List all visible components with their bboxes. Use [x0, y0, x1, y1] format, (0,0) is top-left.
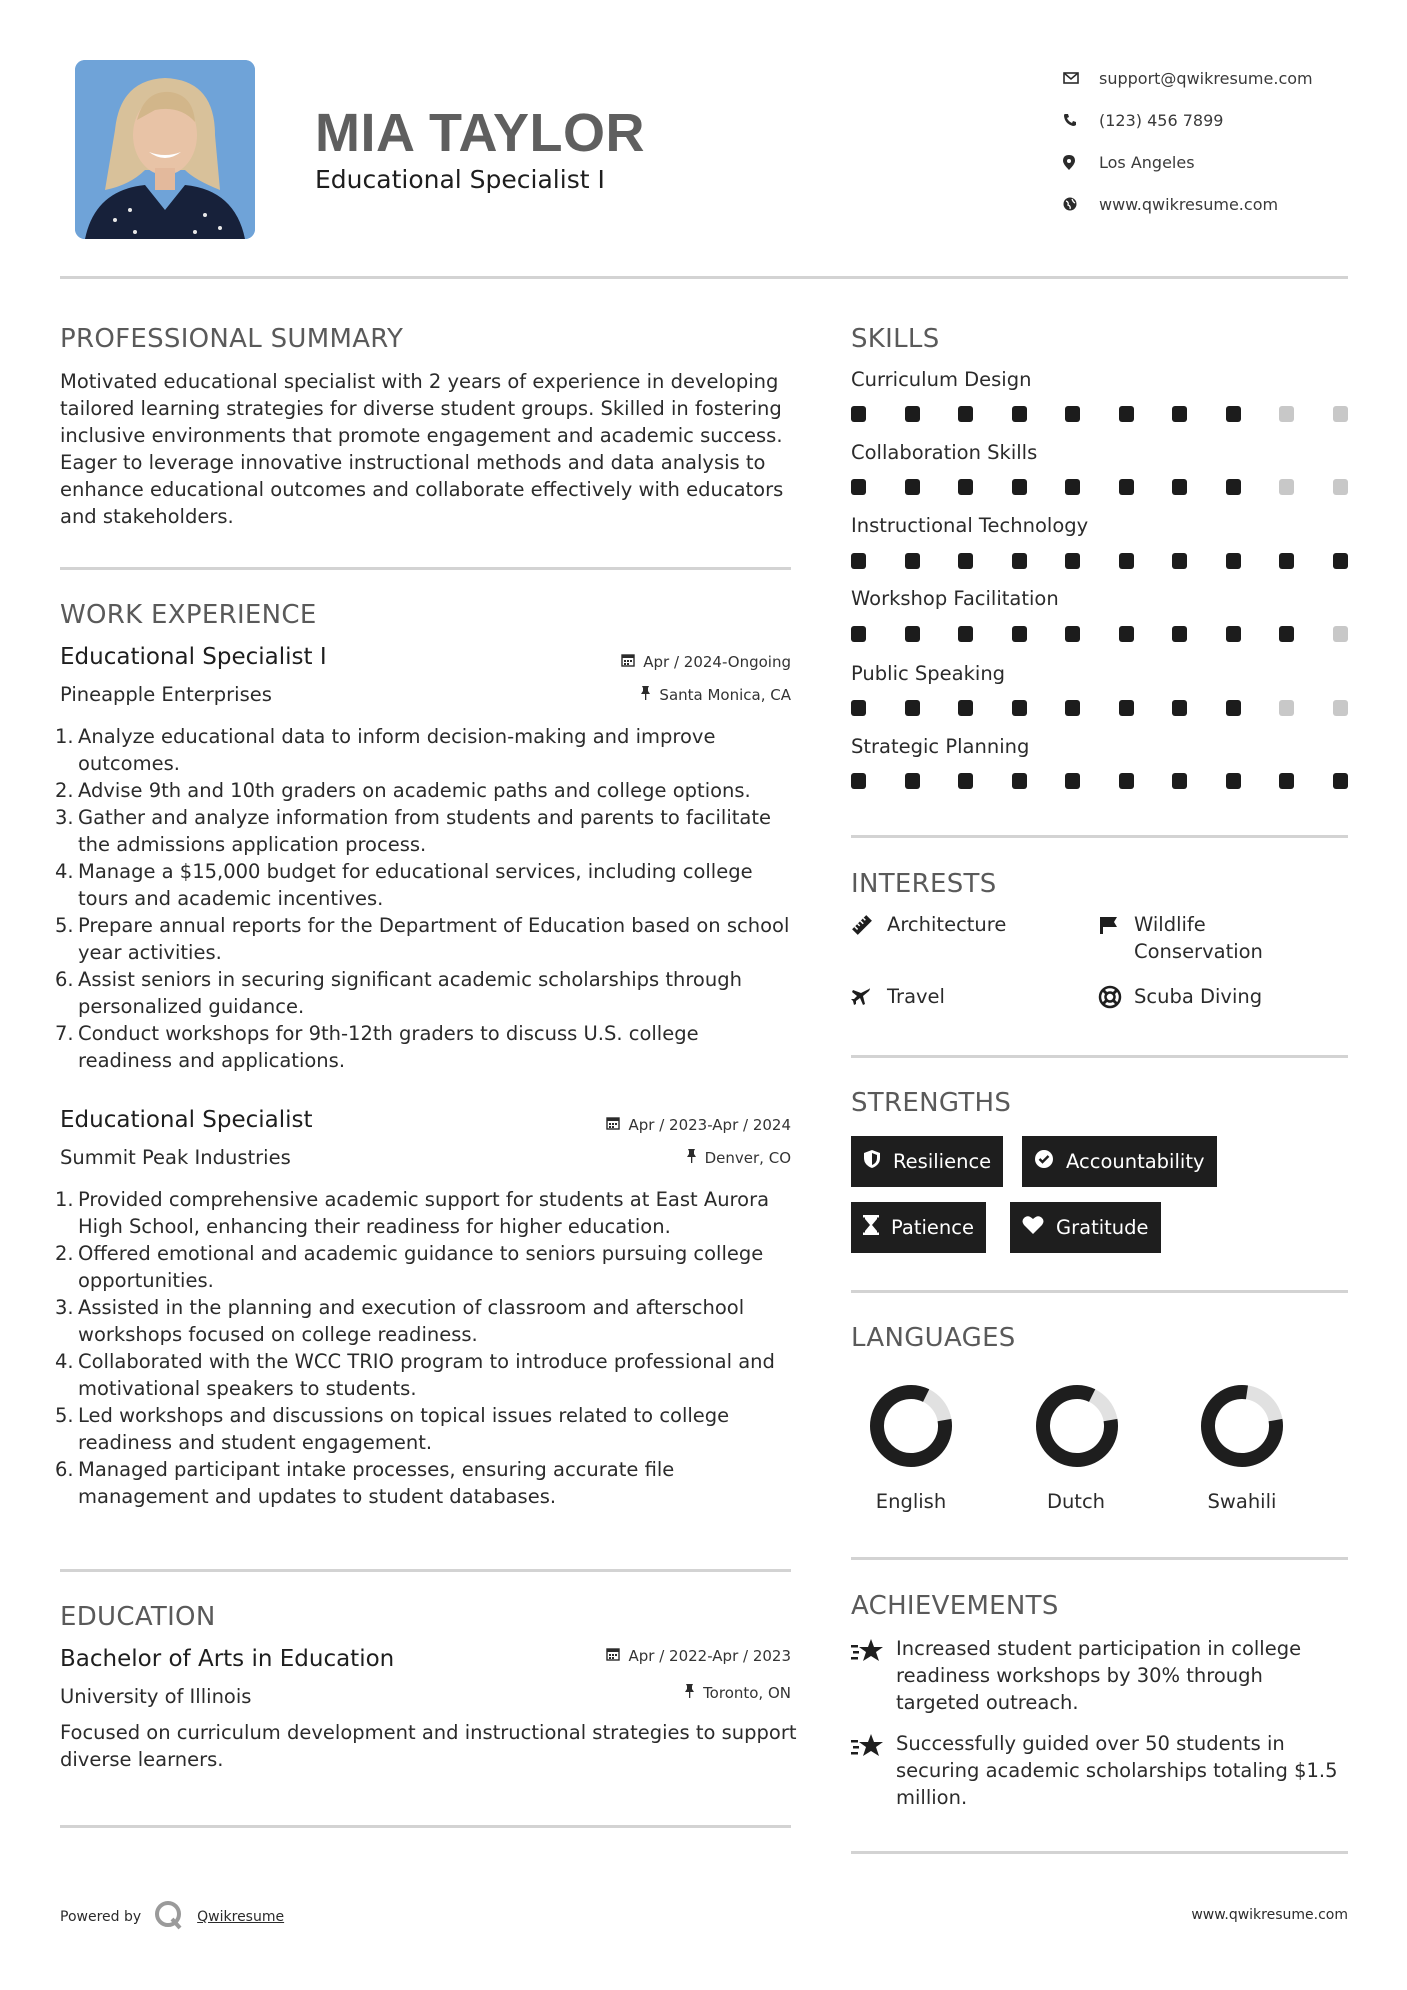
- job-location: [686, 1149, 791, 1167]
- strengths-divider: [851, 1290, 1348, 1293]
- interest-label: Wildlife Conservation: [1134, 913, 1263, 963]
- skill-rating: [851, 406, 1348, 422]
- qwikresume-logo-icon: [153, 1900, 185, 1934]
- skill-dot-filled: [1119, 773, 1134, 789]
- globe-icon: [1063, 197, 1099, 211]
- qwikresume-link[interactable]: Qwikresume: [197, 1909, 285, 1925]
- skill-dot-filled: [851, 479, 866, 495]
- skill-rating: [851, 479, 1348, 495]
- skill-dot-filled: [1279, 626, 1294, 642]
- powered-by-label: Powered by: [60, 1909, 142, 1925]
- skill-dot-empty: [1279, 700, 1294, 716]
- skill-dot-filled: [1119, 626, 1134, 642]
- degree-title: Bachelor of Arts in Education: [60, 1646, 395, 1672]
- list-item: 1. Analyze educational data to inform decision-making and improve outcomes.: [55, 725, 716, 775]
- interest-label: Scuba Diving: [1134, 985, 1263, 1008]
- language-label: English: [875, 1490, 947, 1513]
- contact-phone[interactable]: [1063, 99, 1313, 141]
- strength-badge: [851, 1136, 1003, 1187]
- list-item: 2. Offered emotional and academic guidance to seniors pursuing college opportunities.: [55, 1242, 764, 1292]
- education-description: Focused on curriculum development and instructional strategies to support diverse learners.: [60, 1721, 797, 1771]
- footer-website[interactable]: www.qwikresume.com: [1191, 1907, 1348, 1923]
- experience-divider: [60, 1569, 791, 1572]
- header-divider: [60, 276, 1348, 279]
- job-dates-text: Apr / 2023-Apr / 2024: [628, 1116, 791, 1134]
- strength-badge: [1022, 1136, 1217, 1187]
- job-dates: [606, 1116, 791, 1134]
- heart-icon: [1022, 1215, 1044, 1240]
- languages-heading: LANGUAGES: [851, 1323, 1016, 1353]
- skill-dot-empty: [1333, 700, 1348, 716]
- interest-item: [851, 983, 945, 1010]
- skill-name: Public Speaking: [851, 662, 1006, 685]
- skill-dot-empty: [1333, 626, 1348, 642]
- location-text: Los Angeles: [1099, 152, 1195, 172]
- skill-dot-filled: [905, 479, 920, 495]
- star-icon: [851, 1635, 896, 1716]
- skill-dot-filled: [1119, 406, 1134, 422]
- skill-dot-filled: [1172, 626, 1187, 642]
- phone-text: (123) 456 7899: [1099, 110, 1224, 130]
- skill-dot-filled: [1172, 479, 1187, 495]
- list-item: 7. Conduct workshops for 9th-12th graders to discuss U.S. college readiness and applications.: [55, 1022, 699, 1072]
- skill-dot-filled: [1012, 626, 1027, 642]
- skill-dot-filled: [851, 773, 866, 789]
- education-heading: EDUCATION: [60, 1602, 216, 1632]
- skill-dot-filled: [1172, 700, 1187, 716]
- skill-dot-filled: [1226, 406, 1241, 422]
- strengths-heading: STRENGTHS: [851, 1088, 1012, 1118]
- school-name: University of Illinois: [60, 1685, 252, 1708]
- job-location-text: Denver, CO: [704, 1149, 791, 1167]
- pushpin-icon: [684, 1684, 695, 1702]
- job-dates: [621, 653, 791, 671]
- shield-icon: [863, 1149, 881, 1174]
- interest-item: [1098, 983, 1262, 1010]
- language-label: Swahili: [1207, 1490, 1277, 1513]
- skill-dot-empty: [1279, 479, 1294, 495]
- skill-dot-filled: [1119, 553, 1134, 569]
- summary-heading: PROFESSIONAL SUMMARY: [60, 324, 404, 354]
- skill-dot-filled: [958, 700, 973, 716]
- list-item: 6. Managed participant intake processes, ensuring accurate file management and updates to student databases.: [55, 1458, 675, 1508]
- skill-rating: [851, 773, 1348, 789]
- skill-dot-filled: [1065, 406, 1080, 422]
- skill-name: Instructional Technology: [851, 514, 1089, 537]
- skill-dot-filled: [1065, 479, 1080, 495]
- skill-dot-filled: [1226, 773, 1241, 789]
- skill-dot-filled: [905, 773, 920, 789]
- languages-divider: [851, 1557, 1348, 1560]
- language-rings: [851, 1375, 1348, 1475]
- ruler-icon: [851, 911, 887, 938]
- achievements-heading: ACHIEVEMENTS: [851, 1591, 1059, 1621]
- candidate-name: MIA TAYLOR: [315, 103, 646, 163]
- job-title: Educational Specialist I: [60, 644, 327, 670]
- list-item: 3. Assisted in the planning and execution of classroom and afterschool workshops focused on college readiness.: [55, 1296, 745, 1346]
- skill-dot-empty: [1333, 406, 1348, 422]
- skill-dot-filled: [851, 406, 866, 422]
- achievement-text: Increased student participation in college readiness workshops by 30% through targeted outreach.: [896, 1637, 1302, 1714]
- list-item: 3. Gather and analyze information from students and parents to facilitate the admissions application process.: [55, 806, 771, 856]
- contact-website[interactable]: [1063, 183, 1313, 225]
- star-icon: [851, 1730, 896, 1811]
- envelope-icon: [1063, 72, 1099, 84]
- job-title: Educational Specialist: [60, 1107, 313, 1133]
- skill-dot-filled: [1012, 479, 1027, 495]
- education-location-text: Toronto, ON: [703, 1684, 791, 1702]
- skill-name: Curriculum Design: [851, 368, 1032, 391]
- skill-dot-filled: [851, 700, 866, 716]
- skill-dot-filled: [1012, 406, 1027, 422]
- website-text: www.qwikresume.com: [1099, 194, 1279, 214]
- interest-label: Travel: [887, 985, 945, 1008]
- skill-dot-filled: [1012, 700, 1027, 716]
- job-location-text: Santa Monica, CA: [659, 686, 791, 704]
- skill-dot-filled: [851, 626, 866, 642]
- skill-dot-filled: [958, 553, 973, 569]
- skill-dot-filled: [1279, 773, 1294, 789]
- strength-label: Accountability: [1066, 1150, 1205, 1173]
- calendar-icon: [621, 653, 635, 671]
- interest-item: [1098, 911, 1298, 965]
- summary-text: Motivated educational specialist with 2 years of experience in developing tailored learning strategies for diverse student groups. Skilled in fostering inclusive environments that promote engagement and academic success. Eager to leverage innovative instructional methods and data analysis to enhance educational outcomes and collaborate effectively with educators and stakeholders.: [60, 370, 784, 528]
- contact-email[interactable]: [1063, 57, 1313, 99]
- skill-dot-filled: [1065, 773, 1080, 789]
- list-item: 4. Collaborated with the WCC TRIO program to introduce professional and motivational speakers to students.: [55, 1350, 775, 1400]
- job-bullets: [55, 1186, 795, 1510]
- list-item: 1. Provided comprehensive academic support for students at East Aurora High School, enhancing their readiness for higher education.: [55, 1188, 770, 1238]
- education-location: [684, 1684, 791, 1702]
- skill-dot-filled: [1226, 700, 1241, 716]
- skill-dot-filled: [958, 406, 973, 422]
- interest-label: Architecture: [887, 913, 1007, 936]
- candidate-title: Educational Specialist I: [315, 165, 605, 194]
- contact-info: [1063, 57, 1313, 225]
- skill-dot-filled: [905, 406, 920, 422]
- skill-dot-filled: [1226, 479, 1241, 495]
- skill-dot-empty: [1333, 479, 1348, 495]
- map-pin-icon: [1063, 155, 1099, 170]
- skill-dot-filled: [1226, 553, 1241, 569]
- skill-dot-filled: [1119, 700, 1134, 716]
- skills-divider: [851, 835, 1348, 838]
- job-location: [640, 686, 791, 704]
- skill-dot-filled: [958, 773, 973, 789]
- skill-dot-filled: [1226, 626, 1241, 642]
- skill-dot-filled: [958, 626, 973, 642]
- achievement-text: Successfully guided over 50 students in securing academic scholarships totaling $1.5 million.: [896, 1732, 1338, 1809]
- skill-dot-filled: [1065, 700, 1080, 716]
- skill-dot-filled: [1012, 773, 1027, 789]
- language-label: Dutch: [1046, 1490, 1106, 1513]
- achievements-divider: [851, 1851, 1348, 1854]
- job-dates-text: Apr / 2024-Ongoing: [643, 653, 791, 671]
- skill-dot-empty: [1279, 406, 1294, 422]
- skill-dot-filled: [1065, 626, 1080, 642]
- list-item: 2. Advise 9th and 10th graders on academic paths and college options.: [55, 779, 751, 802]
- skill-dot-filled: [1172, 553, 1187, 569]
- achievement-item: [851, 1635, 1351, 1716]
- skill-dot-filled: [1333, 773, 1348, 789]
- strength-label: Gratitude: [1056, 1216, 1149, 1239]
- strength-badge: [851, 1202, 986, 1253]
- interest-item: [851, 911, 1006, 938]
- education-dates-text: Apr / 2022-Apr / 2023: [628, 1647, 791, 1665]
- experience-heading: WORK EXPERIENCE: [60, 600, 317, 630]
- life-ring-icon: [1098, 983, 1134, 1010]
- summary-divider: [60, 567, 791, 570]
- portrait-image: [75, 60, 255, 239]
- job-company: Summit Peak Industries: [60, 1146, 291, 1169]
- list-item: 4. Manage a $15,000 budget for educational services, including college tours and academic incentives.: [55, 860, 753, 910]
- pushpin-icon: [640, 686, 651, 704]
- skill-dot-filled: [1279, 553, 1294, 569]
- strength-label: Resilience: [893, 1150, 992, 1173]
- job-bullets: [55, 723, 795, 1074]
- skill-name: Strategic Planning: [851, 735, 1030, 758]
- strength-label: Patience: [891, 1216, 974, 1239]
- skill-name: Workshop Facilitation: [851, 587, 1059, 610]
- interests-heading: INTERESTS: [851, 869, 997, 899]
- interests-divider: [851, 1055, 1348, 1058]
- skill-name: Collaboration Skills: [851, 441, 1038, 464]
- skill-rating: [851, 700, 1348, 716]
- email-text: support@qwikresume.com: [1099, 68, 1313, 88]
- skill-dot-filled: [851, 553, 866, 569]
- pushpin-icon: [686, 1149, 697, 1167]
- list-item: 6. Assist seniors in securing significant academic scholarships through personalized guidance.: [55, 968, 742, 1018]
- calendar-icon: [606, 1647, 620, 1665]
- education-dates: [606, 1647, 791, 1665]
- list-item: 5. Led workshops and discussions on topical issues related to college readiness and student engagement.: [55, 1404, 730, 1454]
- skill-dot-filled: [1172, 773, 1187, 789]
- contact-location: [1063, 141, 1313, 183]
- skill-dot-filled: [1065, 553, 1080, 569]
- skills-heading: SKILLS: [851, 324, 940, 354]
- profile-photo: [75, 60, 255, 239]
- phone-icon: [1063, 113, 1099, 127]
- footer-powered-by: [60, 1900, 284, 1934]
- skill-rating: [851, 553, 1348, 569]
- skill-rating: [851, 626, 1348, 642]
- skill-dot-filled: [905, 700, 920, 716]
- skill-dot-filled: [958, 479, 973, 495]
- flag-icon: [1098, 911, 1134, 938]
- skill-dot-filled: [1333, 553, 1348, 569]
- check-circle-icon: [1034, 1149, 1054, 1174]
- hourglass-icon: [863, 1215, 879, 1240]
- achievement-item: [851, 1730, 1351, 1811]
- skill-dot-filled: [1119, 479, 1134, 495]
- calendar-icon: [606, 1116, 620, 1134]
- list-item: 5. Prepare annual reports for the Department of Education based on school year activities.: [55, 914, 790, 964]
- education-divider: [60, 1825, 791, 1828]
- job-company: Pineapple Enterprises: [60, 683, 272, 706]
- skill-dot-filled: [1012, 553, 1027, 569]
- strength-badge: [1010, 1202, 1161, 1253]
- skill-dot-filled: [905, 626, 920, 642]
- skill-dot-filled: [1172, 406, 1187, 422]
- plane-icon: [851, 983, 887, 1010]
- skill-dot-filled: [905, 553, 920, 569]
